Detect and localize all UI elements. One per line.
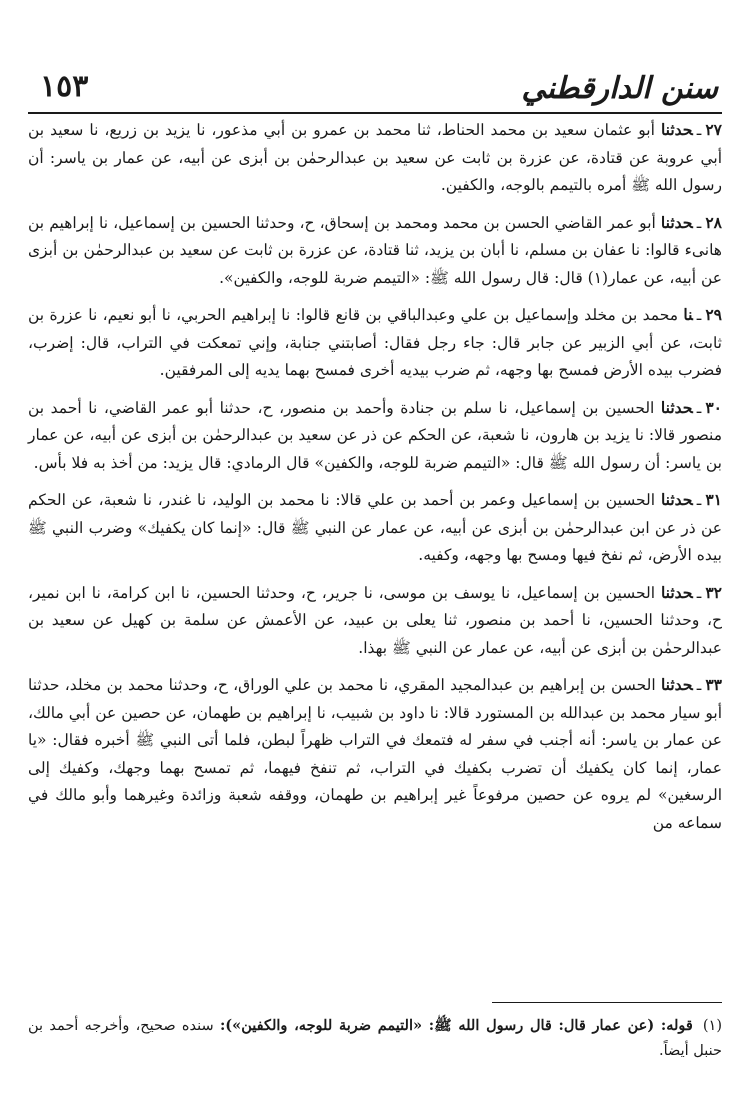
hadith-number: ٣١ [705,490,722,509]
hadith-lead: حدثنا [660,397,693,417]
hadith-list [28,116,722,846]
hadith-text: أبو عثمان سعيد بن محمد الحناط، ثنا محمد بن عمرو بن أبي مذعور، نا يزيد بن زريع، نا سعيد بن أبي عروبة عن قتادة، عن عزرة بن ثابت عن سعيد بن عبدالرحمٰن بن أبزى عن أبيه، عن عمار بن ياسر: أن رسول الله ﷺ أمره بالتيمم بالوجه، والكفين. [28,121,722,194]
footnotes [28,1002,722,1064]
hadith-lead: حدثنا [660,212,693,232]
hadith-lead: نا [683,305,693,324]
hadith-33: ٣٣ـحدثنا الحسن بن إبراهيم بن عبدالمجيد المقري، نا محمد بن علي الوراق، ح، وحدثنا محمد بن مخلد، حدثنا أبو سيار محمد بن عبدالله بن المستورد قالا: نا داود بن شبيب، نا إبراهيم بن طهمان، عن حصين عن أبي مالك، عن عمار بن ياسر: أنه أجنب في سفر له فتمعك في التراب ظهراً لبطن، فلما أتى النبي ﷺ أخبره فقال: «يا عمار، إنما كان يكفيك أن تضرب بكفيك في التراب، ثم تنفخ فيهما، ثم تمسح بهما وجهك، وكفيك إلى الرسغين» لم يروه عن حصين مرفوعاً غير إبراهيم بن طهمان، ووقفه شعبة وزائدة وغيرهما وأبو مالك في سماعه من [28,675,722,832]
hadith-lead: حدثنا [660,120,693,139]
hadith-number: ٣٢ [705,582,722,602]
hadith-text: الحسن بن إبراهيم بن عبدالمجيد المقري، نا محمد بن علي الوراق، ح، وحدثنا محمد بن مخلد، حدثنا أبو سيار محمد بن عبدالله بن المستورد قالا: نا داود بن شبيب، نا إبراهيم بن طهمان، عن حصين عن أبي مالك، عن عمار بن ياسر: أنه أجنب في سفر له فتمعك في التراب ظهراً لبطن، فلما أتى النبي ﷺ أخبره فقال: «يا عمار، إنما كان يكفيك أن تضرب بكفيك في التراب، ثم تنفخ فيهما، ثم تمسح بهما وجهك، وكفيك إلى الرسغين» لم يروه عن حصين مرفوعاً غير إبراهيم بن طهمان، ووقفه شعبة وزائدة وغيرهما وأبو مالك في سماعه من [28,676,722,832]
footnote-1 [28,1013,722,1064]
hadith-number: ٢٩ [705,305,722,324]
footnote-lead: قوله: (عن عمار قال: قال رسول الله ﷺ: «التيمم ضربة للوجه، والكفين»): [219,1017,693,1034]
hadith-32: ٣٢ـحدثنا الحسين بن إسماعيل، نا يوسف بن موسى، نا جرير، ح، وحدثنا الحسين، نا ابن كرامة، نا ابن نمير، ح، وحدثنا الحسين، نا أحمد بن منصور، ثنا يعلى بن عبيد، عن الأعمش عن سلمة بن كهيل عن سعيد بن عبدالرحمٰن بن أبزى عن أبيه، عن عمار عن النبي ﷺ بهذا. [28,582,722,657]
book-title: سنن الدارقطني [521,71,718,106]
hadith-30: ٣٠ـحدثنا الحسين بن إسماعيل، نا سلم بن جنادة وأحمد بن منصور، ح، حدثنا أبو عمر القاضي، نا أحمد بن منصور قالا: نا يزيد بن هارون، نا شعبة، عن الحكم عن ذر عن سعيد بن عبدالرحمٰن بن أبزى عن أبيه، عن عمار بن ياسر: أن رسول الله ﷺ قال: «التيمم ضربة للوجه، والكفين» قال الرمادي: قال يزيد: من أخذ به فلا بأس. [28,397,722,472]
hadith-29: ٢٩ـنا محمد بن مخلد وإسماعيل بن علي وعبدالباقي بن قانع قالوا: نا إبراهيم الحربي، نا أبو نعيم، نا عزرة بن ثابت، عن أبي الزبير عن جابر قال: جاء رجل فقال: أصابتني جنابة، وإني تمعكت في التراب، قال: إضرب، فضرب بيده الأرض فمسح بها وجهه، ثم ضرب بيديه أخرى فمسح بهما يديه إلى المرفقين. [28,305,722,379]
hadith-28: ٢٨ـحدثنا أبو عمر القاضي الحسن بن محمد ومحمد بن إسحاق، ح، وحدثنا الحسين بن إسماعيل، نا إبراهيم بن هانىء قالوا: نا عفان بن مسلم، نا أبان بن يزيد، ثنا قتادة، عن عزرة بن ثابت عن سعيد بن عبدالرحمٰن بن أبزى عن أبيه، عن عمار(١) قال: قال رسول الله ﷺ: «التيمم ضربة للوجه، والكفين». [28,212,722,287]
hadith-number: ٢٧ [705,120,722,139]
hadith-lead: حدثنا [660,582,693,602]
hadith-text: الحسين بن إسماعيل، نا سلم بن جنادة وأحمد بن منصور، ح، حدثنا أبو عمر القاضي، نا أحمد بن منصور قالا: نا يزيد بن هارون، نا شعبة، عن الحكم عن ذر عن سعيد بن عبدالرحمٰن بن أبزى عن أبيه، عن عمار بن ياسر: أن رسول الله ﷺ قال: «التيمم ضربة للوجه، والكفين» قال الرمادي: قال يزيد: من أخذ به فلا بأس. [28,398,722,472]
hadith-text: محمد بن مخلد وإسماعيل بن علي وعبدالباقي بن قانع قالوا: نا إبراهيم الحربي، نا أبو نعيم، نا عزرة بن ثابت، عن أبي الزبير عن جابر قال: جاء رجل فقال: أصابتني جنابة، وإني تمعكت في التراب، قال: إضرب، فضرب بيده الأرض فمسح بها وجهه، ثم ضرب بيديه أخرى فمسح بهما يديه إلى المرفقين. [28,306,722,379]
page-header [28,60,722,114]
footnote-divider [492,1002,722,1003]
hadith-lead: حدثنا [660,675,693,694]
hadith-number: ٣٠ [705,397,722,417]
hadith-number: ٢٨ [705,212,722,232]
footnote-text: سنده صحيح، وأخرجه أحمد بن حنبل أيضاً. [28,1018,722,1059]
hadith-lead: حدثنا [660,490,693,509]
hadith-text: الحسين بن إسماعيل وعمر بن أحمد بن علي قالا: نا محمد بن الوليد، نا غندر، نا شعبة، عن الحكم عن ذر عن ابن عبدالرحمٰن بن أبزى عن أبيه، عن عمار عن النبي ﷺ قال: «إنما كان يكفيك» وضرب النبي ﷺ بيده الأرض، ثم نفخ فيها ومسح بها وجهه، وكفيه. [28,491,722,564]
hadith-text: أبو عمر القاضي الحسن بن محمد ومحمد بن إسحاق، ح، وحدثنا الحسين بن إسماعيل، نا إبراهيم بن هانىء قالوا: نا عفان بن مسلم، نا أبان بن يزيد، ثنا قتادة، عن عزرة بن ثابت عن سعيد بن عبدالرحمٰن بن أبزى عن أبيه، عن عمار(١) قال: قال رسول الله ﷺ: «التيمم ضربة للوجه، والكفين». [28,213,722,287]
hadith-text: الحسين بن إسماعيل، نا يوسف بن موسى، نا جرير، ح، وحدثنا الحسين، نا ابن كرامة، نا ابن نمير، ح، وحدثنا الحسين، نا أحمد بن منصور، ثنا يعلى بن عبيد، عن الأعمش عن سلمة بن كهيل عن سعيد بن عبدالرحمٰن بن أبزى عن أبيه، عن عمار عن النبي ﷺ بهذا. [28,583,722,657]
hadith-31: ٣١ـحدثنا الحسين بن إسماعيل وعمر بن أحمد بن علي قالا: نا محمد بن الوليد، نا غندر، نا شعبة، عن الحكم عن ذر عن ابن عبدالرحمٰن بن أبزى عن أبيه، عن عمار عن النبي ﷺ قال: «إنما كان يكفيك» وضرب النبي ﷺ بيده الأرض، ثم نفخ فيها ومسح بها وجهه، وكفيه. [28,490,722,564]
hadith-27: ٢٧ـحدثنا أبو عثمان سعيد بن محمد الحناط، ثنا محمد بن عمرو بن أبي مذعور، نا يزيد بن زريع، نا سعيد بن أبي عروبة عن قتادة، عن عزرة بن ثابت عن سعيد بن عبدالرحمٰن بن أبزى عن أبيه، عن عمار بن ياسر: أن رسول الله ﷺ أمره بالتيمم بالوجه، والكفين. [28,120,722,194]
hadith-number: ٣٣ [705,675,722,694]
page [28,0,722,1115]
footnote-number: (١) [702,1018,722,1034]
page-number: ١٥٣ [40,69,89,104]
